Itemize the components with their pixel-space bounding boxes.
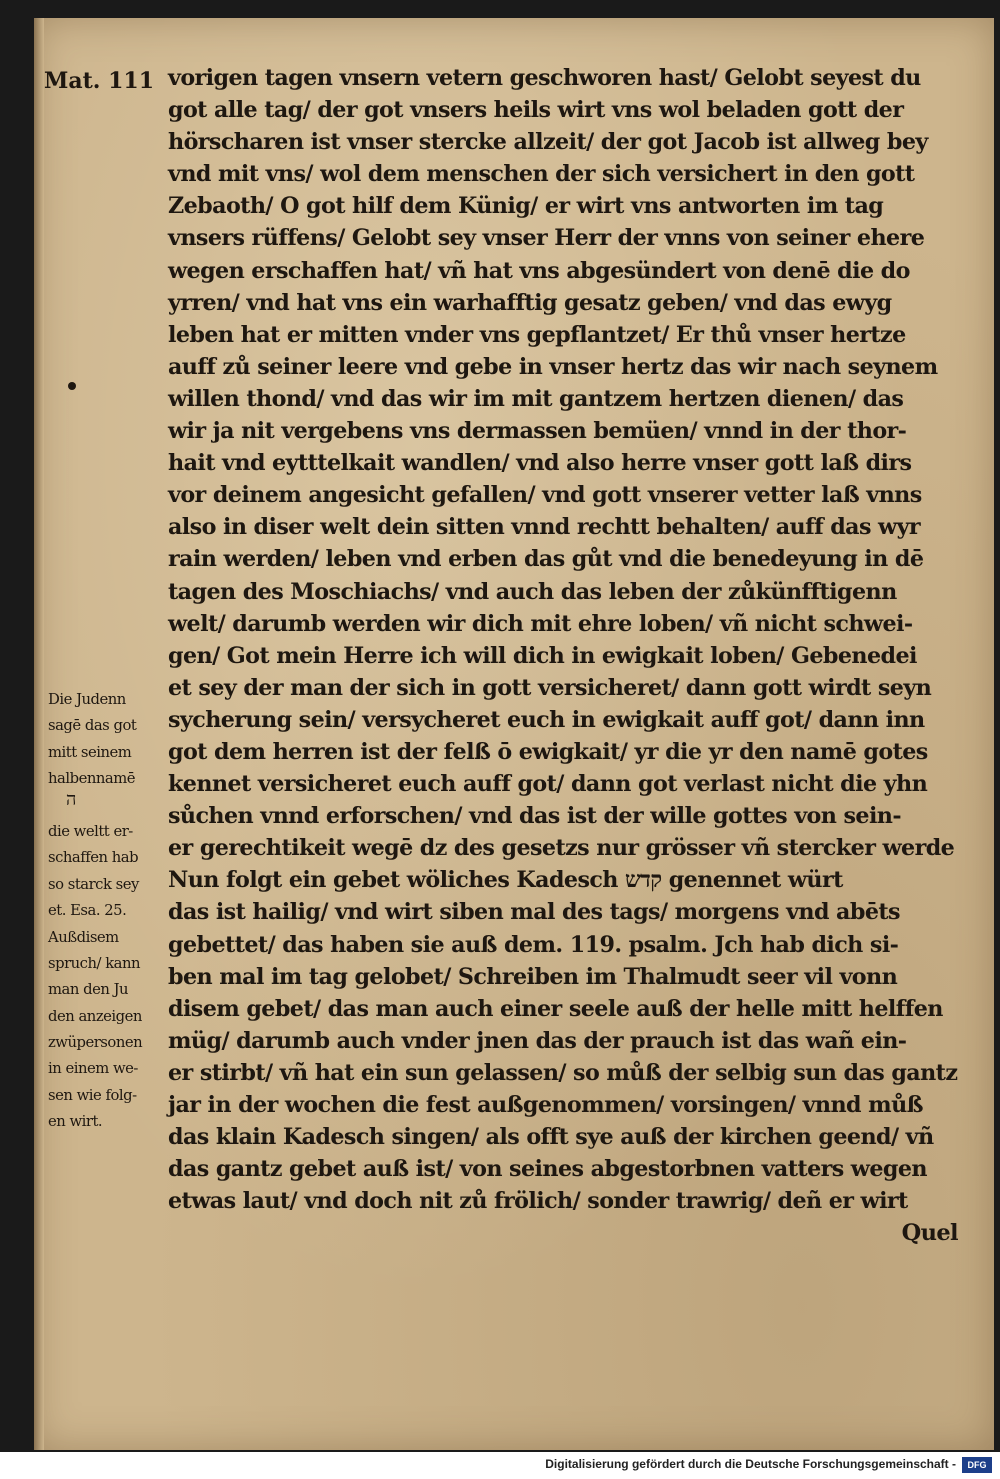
text-line: yrren/ vnd hat vns ein warhafftig gesatz geben/ vnd das ewyg xyxy=(168,289,892,316)
margin-note-line: so starck sey xyxy=(48,874,139,893)
text-line: wir ja nit vergebens vns dermassen bemüen/ vnnd in der thor- xyxy=(168,418,907,445)
text-line: wegen erschaffen hat/ vñ hat vns abgesündert von denē die do xyxy=(168,257,910,284)
text-line: rain werden/ leben vnd erben das gůt vnd die benedeyung in dē xyxy=(168,546,924,573)
margin-note-line: spruch/ kann xyxy=(48,953,141,972)
margin-bullet-mark xyxy=(68,382,76,390)
text-line: vor deinem angesicht gefallen/ vnd gott vnserer vetter laß vnns xyxy=(168,482,922,509)
margin-reference: Mat. 111 xyxy=(44,68,155,94)
text-line: gebettet/ das haben sie auß dem. 119. psalm. Jch hab dich si- xyxy=(168,931,899,958)
text-line: Zebaoth/ O got hilf dem Künig/ er wirt vns antworten im tag xyxy=(168,193,884,220)
margin-note-line: Die Judenn xyxy=(48,690,126,708)
margin-note-line: schaffen hab xyxy=(48,848,139,867)
text-line: sůchen vnnd erforschen/ vnd das ist der wille gottes von sein- xyxy=(168,803,902,830)
text-line: er gerechtikeit wegē dz des gesetzs nur grösser vñ stercker werde xyxy=(168,835,955,862)
margin-note-line: et. Esa. 25. xyxy=(48,901,127,920)
margin-note-line: die weltt er- xyxy=(48,821,133,840)
text-line: welt/ darumb werden wir dich mit ehre loben/ vñ nicht schwei- xyxy=(168,610,913,637)
text-line: willen thond/ vnd das wir im mit gantzem hertzen dienen/ das xyxy=(168,385,904,412)
margin-note-line: sagē das got xyxy=(48,716,137,735)
text-line: vnd mit vns/ wol dem menschen der sich versichert in den gott xyxy=(168,161,915,188)
margin-note-line: zwüpersonen xyxy=(48,1033,143,1052)
text-line: leben hat er mitten vnder vns gepflantzet/ Er thů vnser hertze xyxy=(168,321,906,348)
text-line: Nun folgt ein gebet wöliches Kadesch קדש genennet würt xyxy=(168,867,843,894)
text-line: et sey der man der sich in gott versicheret/ dann gott wirdt seyn xyxy=(168,674,932,701)
margin-note-line: mitt seinem xyxy=(48,742,132,761)
margin-note xyxy=(48,686,196,1135)
text-line: also in diser welt dein sitten vnnd rechtt behalten/ auff das wyr xyxy=(168,514,921,541)
text-line: jar in der wochen die fest außgenommen/ vorsingen/ vnnd můß xyxy=(168,1092,923,1118)
text-line: vnsers rüffens/ Gelobt sey vnser Herr der vnns von seiner ehere xyxy=(168,225,925,252)
text-line: das ist hailig/ vnd wirt siben mal des tags/ morgens vnd abēts xyxy=(168,899,900,926)
text-line: ben mal im tag gelobet/ Schreiben im Thalmudt seer vil vonn xyxy=(168,963,898,990)
margin-note-line: en wirt. xyxy=(48,1112,103,1131)
text-line: tagen des Moschiachs/ vnd auch das leben der zůkünfftigenn xyxy=(168,578,897,605)
margin-note-line: sen wie folg- xyxy=(48,1085,137,1104)
text-line: vorigen tagen vnsern vetern geschworen hast/ Gelobt seyest du xyxy=(168,65,921,91)
text-line: müg/ darumb auch vnder jnen das der prauch ist das wañ ein- xyxy=(168,1027,907,1054)
body-text-block xyxy=(168,62,968,1249)
text-line: got dem herren ist der felß ō ewigkait/ yr die yr den namē gotes xyxy=(168,738,928,765)
text-line: disem gebet/ das man auch einer seele auß der helle mitt helffen xyxy=(168,995,943,1022)
text-line: etwas laut/ vnd doch nit zů frölich/ sonder trawrig/ deñ er wirt xyxy=(168,1188,908,1215)
text-line: gen/ Got mein Herre ich will dich in ewigkait loben/ Gebenedei xyxy=(168,642,917,669)
margin-note-line: in einem we- xyxy=(48,1059,138,1078)
text-line: das gantz gebet auß ist/ von seines abgestorbnen vatters wegen xyxy=(168,1156,927,1183)
margin-note-line: Außdisem xyxy=(48,927,119,946)
text-line: kennet versicheret euch auff got/ dann got verlast nicht die yhn xyxy=(168,771,928,798)
text-line: hait vnd eytttelkait wandlen/ vnd also herre vnser gott laß dirs xyxy=(168,450,912,477)
footer-credit: Digitalisierung gefördert durch die Deutsche Forschungsgemeinschaft - xyxy=(545,1457,956,1471)
margin-hebrew-mark: ה xyxy=(66,789,77,810)
text-line: Quel xyxy=(901,1220,958,1247)
text-line: das klain Kadesch singen/ als offt sye auß der kirchen geend/ vñ xyxy=(168,1124,934,1151)
margin-note-line: halbennamē xyxy=(48,769,136,788)
margin-note-line: den anzeigen xyxy=(48,1006,142,1025)
text-line: er stirbt/ vñ hat ein sun gelassen/ so můß der selbig sun das gantz xyxy=(168,1059,958,1086)
text-line: got alle tag/ der got vnsers heils wirt vns wol beladen gott der xyxy=(168,97,904,124)
text-line: auff zů seiner leere vnd gebe in vnser hertz das wir nach seynem xyxy=(168,353,938,380)
text-line: hörscharen ist vnser stercke allzeit/ der got Jacob ist allweg bey xyxy=(168,129,928,156)
footer-bar xyxy=(0,1452,1000,1479)
text-line: sycherung sein/ versycheret euch in ewigkait auff got/ dann inn xyxy=(168,706,925,733)
margin-note-line: man den Ju xyxy=(48,980,129,999)
dfg-logo: DFG xyxy=(962,1457,992,1473)
page-gutter-shadow xyxy=(34,18,44,1450)
